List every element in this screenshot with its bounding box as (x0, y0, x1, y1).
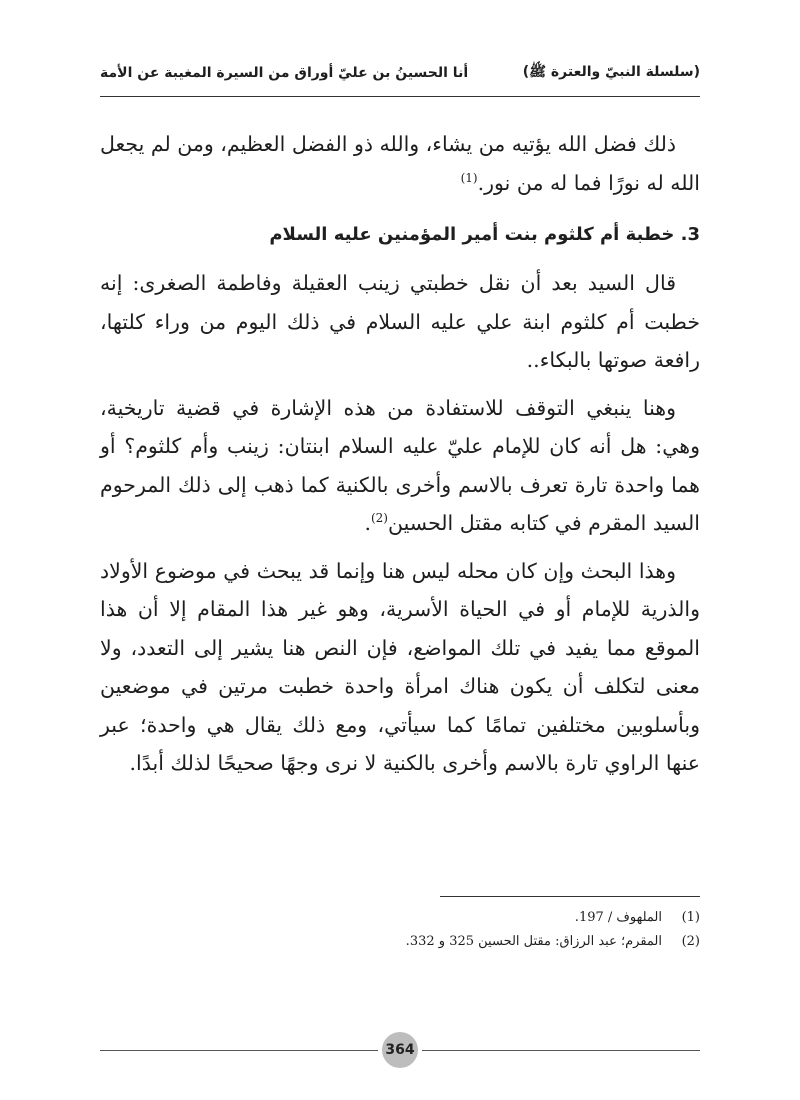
footnote-item (100, 906, 700, 930)
paragraph-2: قال السيد بعد أن نقل خطبتي زينب العقيلة وفاطمة الصغرى: إنه خطبت أم كلثوم ابنة علي عليه السلام في ذلك اليوم من وراء كلتها، رافعة صوتها بالبكاء.. (100, 271, 700, 372)
paragraph-1 (100, 125, 700, 202)
footnote-ref-2: (2) (370, 511, 388, 526)
paragraph-3-text: وهنا ينبغي التوقف للاستفادة من هذه الإشارة في قضية تاريخية، وهي: هل أنه كان للإمام عليّ عليه السلام ابنتان: زينب وأم كلثوم؟ أو هما واحدة تارة تعرف بالاسم وأخرى بالكنية كما ذهب إلى ذلك المرحوم السيد المقرم في كتابه مقتل الحسين (100, 395, 700, 535)
page-body (100, 125, 700, 792)
section-heading: 3. خطبة أم كلثوم بنت أمير المؤمنين عليه السلام (269, 224, 700, 245)
footnote-number: (2) (681, 934, 700, 949)
header-book-title: أنا الحسينُ بن عليّ أوراق من السيرة المغيبة عن الأمة (100, 65, 469, 81)
running-header (100, 56, 700, 90)
page-number: 364 (382, 1032, 418, 1068)
footnote-text: المقرم؛ عبد الرزاق: مقتل الحسين 325 و 332. (405, 934, 662, 949)
footnotes (100, 906, 700, 954)
footnote-item (100, 930, 700, 954)
footnote-number: (1) (681, 910, 700, 925)
page-footer (100, 1030, 700, 1070)
footnote-ref-1: (1) (460, 170, 478, 185)
paragraph-3 (100, 389, 700, 543)
footer-rule-right (422, 1050, 700, 1051)
footer-rule-left (100, 1050, 378, 1051)
footnote-divider (440, 896, 700, 897)
footnote-text: الملهوف / 197. (574, 910, 662, 925)
paragraph-1-text: ذلك فضل الله يؤتيه من يشاء، والله ذو الفضل العظيم، ومن لم يجعل الله له نورًا فما له من نور. (99, 132, 700, 195)
paragraph-3-end: . (364, 511, 371, 535)
paragraph-4: وهذا البحث وإن كان محله ليس هنا وإنما قد يبحث في موضوع الأولاد والذرية للإمام أو في الحياة الأسرية، وهو غير هذا المقام إلا أن هذا الموقع مما يفيد في تلك المواضع، فإن النص هنا يشير إلى التعدد، ولا معنى لتكلف أن يكون هناك امرأة واحدة خطبت مرتين في موضعين وبأسلوبين مختلفين تمامًا كما سيأتي، ومع ذلك يقال هي واحدة؛ عبر عنها الراوي تارة بالاسم وأخرى بالكنية لا نرى وجهًا صحيحًا لذلك أبدًا. (100, 558, 700, 775)
header-series-title: (سلسلة النبيّ والعترة ﷺ) (522, 64, 700, 80)
header-divider (100, 96, 700, 97)
